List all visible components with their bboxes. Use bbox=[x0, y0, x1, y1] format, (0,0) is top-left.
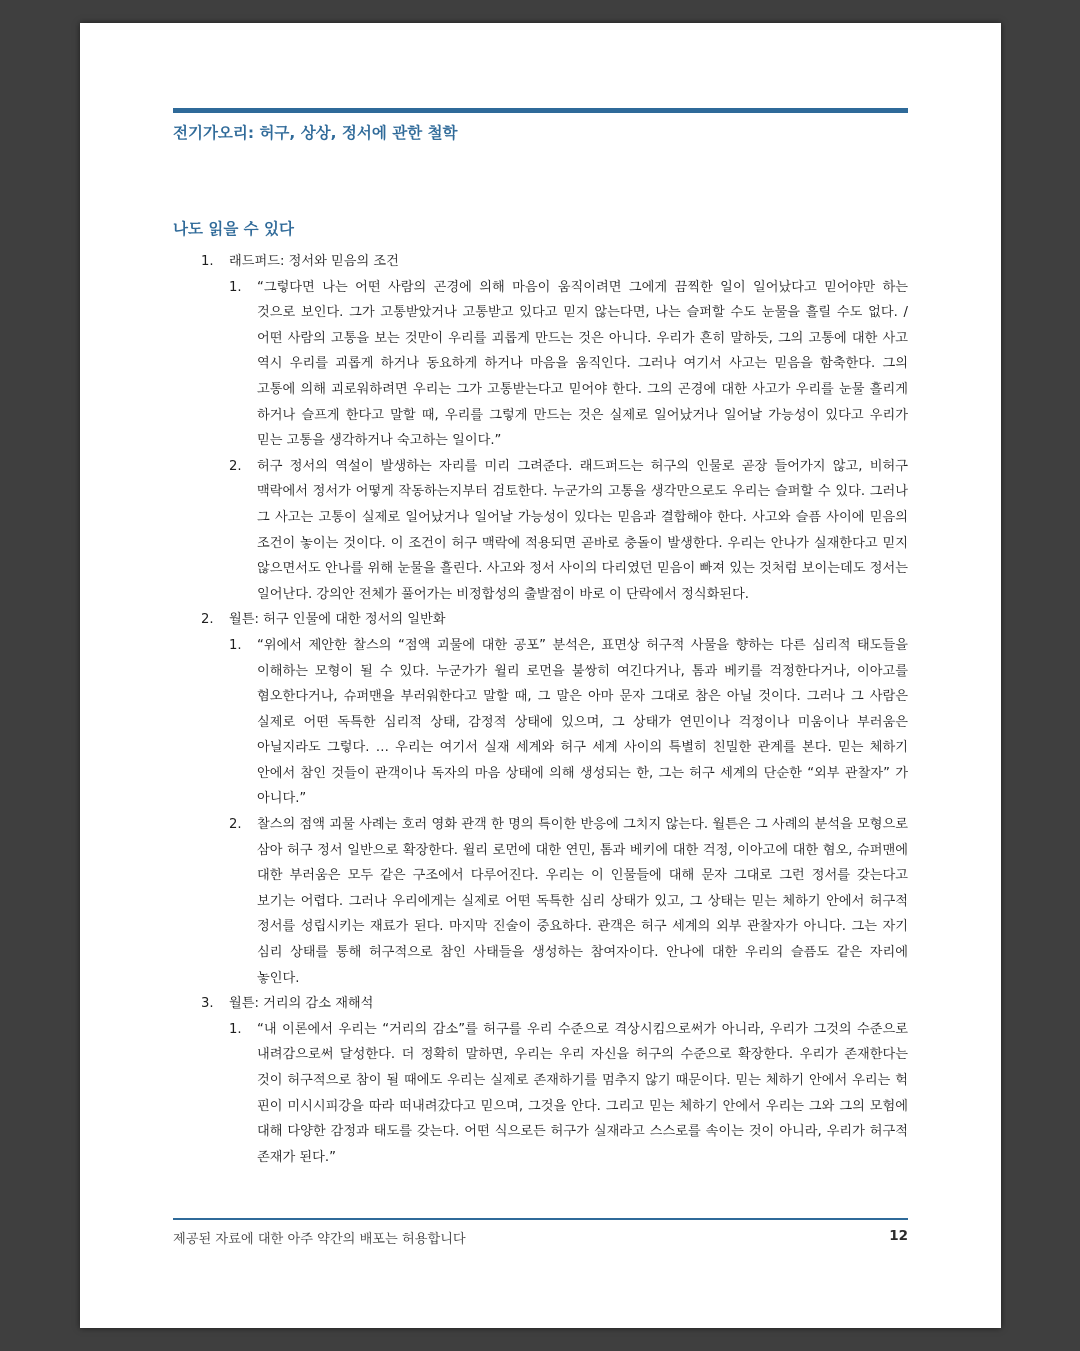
subitem-number: 2. bbox=[229, 817, 242, 833]
outline-subitem bbox=[173, 454, 908, 608]
outline-subitem bbox=[173, 275, 908, 454]
subitem-number: 1. bbox=[229, 279, 242, 295]
outline-number: 3. bbox=[201, 996, 214, 1012]
subitem-text: “그렇다면 나는 어떤 사람의 곤경에 의해 마음이 움직이려면 그에게 끔찍한 일이 일어났다고 믿어야만 하는 것으로 보인다. 그가 고통받았거나 고통받고 있다고 믿지 않는다면, 나는 슬퍼할 수도 눈물을 흘릴 수도 없다. / 어떤 사람의 고통을 보는 것만이 우리를 괴롭게 만드는 것은 아니다. 우리가 흔히 말하듯, 그의 고통에 대한 사고 역시 우리를 괴롭게 하거나 동요하게 하거나 마음을 움직인다. 그러나 여기서 사고는 믿음을 함축한다. 그의 고통에 의해 괴로워하려면 우리는 그가 고통받는다고 믿어야 한다. 그의 곤경에 대한 사고가 우리를 눈물 흘리게 하거나 슬프게 한다고 말할 때, 우리를 그렇게 만드는 것은 실제로 일어났거나 일어날 가능성이 있다고 우리가 믿는 고통을 생각하거나 숙고하는 일이다.” bbox=[257, 279, 908, 449]
footer-note: 제공된 자료에 대한 아주 약간의 배포는 허용합니다 bbox=[173, 1232, 466, 1247]
outline-subitem bbox=[173, 812, 908, 991]
outline-number: 1. bbox=[201, 254, 214, 269]
outline-label: 월튼: 허구 인물에 대한 정서의 일반화 bbox=[229, 612, 446, 628]
document-page bbox=[80, 23, 1001, 1328]
outline-item-3 bbox=[173, 991, 908, 1017]
subitem-text: “내 이론에서 우리는 “거리의 감소”를 허구를 우리 수준으로 격상시킴으로써가 아니라, 우리가 그것의 수준으로 내려감으로써 달성한다. 더 정확히 말하면, 우리는 우리 자신을 허구의 수준으로 확장한다. 우리가 존재한다는 것이 허구적으로 참이 될 때에도 우리는 실제로 존재하기를 멈추지 않기 때문이다. 믿는 체하기 안에서 우리는 헉 핀이 미시시피강을 따라 떠내려갔다고 믿으며, 그것을 안다. 그리고 믿는 체하기 안에서 우리는 그와 그의 모험에 대해 다양한 감정과 태도를 갖는다. 어떤 식으로든 허구가 실재라고 스스로를 속이는 것이 아니라, 우리가 허구적 존재가 된다.” bbox=[257, 1021, 908, 1165]
outline-subitem bbox=[173, 633, 908, 812]
section-heading: 나도 읽을 수 있다 bbox=[173, 220, 295, 238]
outline-item-2 bbox=[173, 607, 908, 633]
header-rule bbox=[173, 108, 908, 113]
document-title: 전기가오리: 허구, 상상, 정서에 관한 철학 bbox=[173, 124, 458, 142]
outline-label: 래드퍼드: 정서와 믿음의 조건 bbox=[229, 254, 399, 269]
outline-list bbox=[173, 249, 908, 1170]
subitem-text: 허구 정서의 역설이 발생하는 자리를 미리 그려준다. 래드퍼드는 허구의 인물로 곧장 들어가지 않고, 비허구 맥락에서 정서가 어떻게 작동하는지부터 검토한다. 누군가의 고통을 생각만으로도 우리는 슬퍼할 수 있다. 그러나 그 사고는 고통이 실제로 일어났거나 일어날 가능성이 있다는 믿음과 결합해야 한다. 사고와 슬픔 사이에 믿음의 조건이 놓이는 것이다. 이 조건이 허구 맥락에 적용되면 곧바로 충돌이 발생한다. 우리는 안나가 실재한다고 믿지 않으면서도 안나를 위해 눈물을 흘린다. 사고와 정서 사이의 다리였던 믿음이 빠져 있는 것처럼 보이는데도 정서는 일어난다. 강의안 전체가 풀어가는 비정합성의 출발점이 바로 이 단락에서 정식화된다. bbox=[257, 458, 908, 602]
outline-subitem bbox=[173, 1017, 908, 1171]
outline-item-1 bbox=[173, 249, 908, 275]
page-number: 12 bbox=[889, 1228, 908, 1244]
subitem-text: “위에서 제안한 찰스의 “점액 괴물에 대한 공포” 분석은, 표면상 허구적 사물을 향하는 다른 심리적 태도들을 이해하는 모형이 될 수 있다. 누군가가 윌리 로먼을 불쌍히 여긴다거나, 톰과 베키를 걱정한다거나, 이아고를 혐오한다거나, 슈퍼맨을 부러워한다고 말할 때, 그 말은 아마 문자 그대로 참은 아닐 것이다. 그러나 그 사람은 실제로 어떤 독특한 심리적 상태, 감정적 상태에 있으며, 그 상태가 연민이나 걱정이나 미움이나 부러움은 아닐지라도 그렇다. … 우리는 여기서 실재 세계와 허구 세계 사이의 특별히 친밀한 관계를 본다. 믿는 체하기 안에서 참인 것들이 관객이나 독자의 마음 상태에 의해 생성되는 한, 그는 허구 세계의 단순한 “외부 관찰자” 가 아니다.” bbox=[257, 637, 908, 807]
subitem-number: 2. bbox=[229, 458, 242, 474]
subitem-text: 찰스의 점액 괴물 사례는 호러 영화 관객 한 명의 특이한 반응에 그치지 않는다. 월튼은 그 사례의 분석을 모형으로 삼아 허구 정서 일반으로 확장한다. 윌리 로먼에 대한 연민, 톰과 베키에 대한 걱정, 이아고에 대한 혐오, 슈퍼맨에 대한 부러움은 모두 같은 구조에서 다루어진다. 우리는 이 인물들에 대해 문자 그대로 그런 정서를 갖는다고 보기는 어렵다. 그러나 우리에게는 실제로 어떤 독특한 심리 상태가 있고, 그 상태는 믿는 체하기 안에서 허구적 정서를 성립시키는 재료가 된다. 마지막 진술이 중요하다. 관객은 허구 세계의 외부 관찰자가 아니다. 그는 자기 심리 상태를 통해 허구적으로 참인 사태들을 생성하는 참여자이다. 안나에 대한 우리의 슬픔도 같은 자리에 놓인다. bbox=[257, 817, 908, 986]
outline-number: 2. bbox=[201, 612, 214, 628]
outline-label: 월튼: 거리의 감소 재해석 bbox=[229, 996, 374, 1012]
subitem-number: 1. bbox=[229, 1021, 242, 1037]
subitem-number: 1. bbox=[229, 637, 242, 653]
footer-rule bbox=[173, 1218, 908, 1220]
